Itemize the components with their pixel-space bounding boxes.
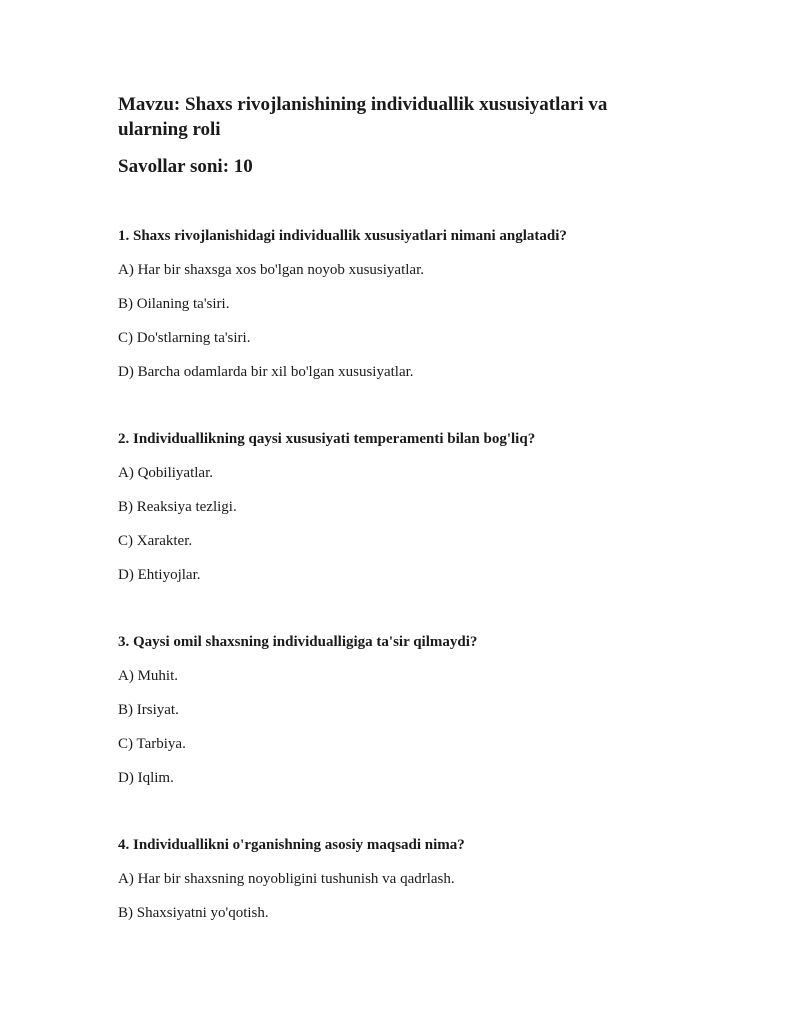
answer-option-d: D) Barcha odamlarda bir xil bo'lgan xususiyatlar.: [118, 364, 414, 380]
question-text: 4. Individuallikni o'rganishning asosiy maqsadi nima?: [118, 837, 465, 853]
answer-option-c: C) Tarbiya.: [118, 736, 186, 752]
question-text: 3. Qaysi omil shaxsning individualligiga ta'sir qilmaydi?: [118, 634, 478, 650]
answer-option-c: C) Xarakter.: [118, 533, 193, 549]
answer-option-a: A) Muhit.: [118, 668, 178, 684]
answer-option-b: B) Oilaning ta'siri.: [118, 296, 230, 312]
answer-option-d: D) Iqlim.: [118, 770, 174, 786]
answer-option-d: D) Ehtiyojlar.: [118, 567, 201, 583]
answer-option-b: B) Irsiyat.: [118, 702, 179, 718]
document-page: [118, 92, 678, 923]
answer-option-a: A) Qobiliyatlar.: [118, 465, 213, 481]
question-block-3: [118, 632, 678, 788]
question-block-2: [118, 429, 678, 585]
answer-option-b: B) Shaxsiyatni yo'qotish.: [118, 905, 269, 921]
question-count: Savollar soni: 10: [118, 156, 253, 177]
question-text: 1. Shaxs rivojlanishidagi individuallik xususiyatlari nimani anglatadi?: [118, 228, 567, 244]
answer-option-a: A) Har bir shaxsga xos bo'lgan noyob xususiyatlar.: [118, 262, 424, 278]
answer-option-b: B) Reaksiya tezligi.: [118, 499, 237, 515]
question-block-1: [118, 226, 678, 382]
answer-option-c: C) Do'stlarning ta'siri.: [118, 330, 251, 346]
document-title: Mavzu: Shaxs rivojlanishining individuallik xususiyatlari va ularning roli: [118, 94, 608, 140]
answer-option-a: A) Har bir shaxsning noyobligini tushunish va qadrlash.: [118, 871, 455, 887]
question-block-4: [118, 835, 678, 923]
question-text: 2. Individuallikning qaysi xususiyati temperamenti bilan bog'liq?: [118, 431, 536, 447]
